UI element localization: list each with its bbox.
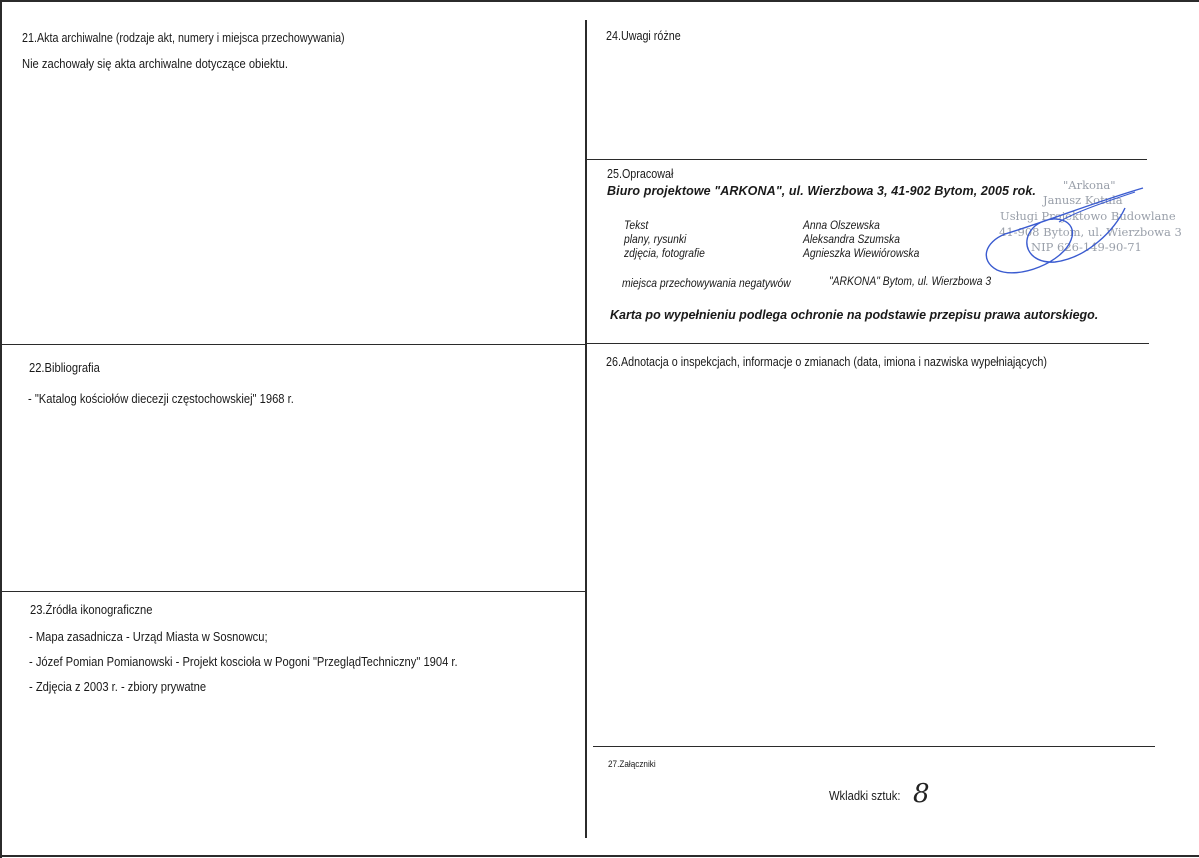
- role-name-drawings: Aleksandra Szumska: [803, 232, 900, 246]
- top-border: [0, 0, 1199, 2]
- inserts-count: 8: [913, 779, 930, 809]
- section-22-title: 22.Bibliografia: [29, 360, 100, 375]
- copyright-notice: Karta po wypełnieniu podlega ochronie na podstawie przepisu prawa autorskiego.: [610, 308, 1099, 322]
- role-name-photos: Agnieszka Wiewiórowska: [803, 246, 920, 260]
- vertical-divider: [585, 20, 587, 838]
- iconographic-item: - Zdjęcia z 2003 r. - zbiory prywatne: [29, 679, 207, 694]
- section-21-body: Nie zachowały się akta archiwalne dotyczące obiektu.: [22, 56, 288, 71]
- divider-left-21-22: [0, 344, 587, 345]
- divider-right-25-26: [587, 343, 1149, 344]
- signature-scribble: [975, 178, 1155, 292]
- section-24-title: 24.Uwagi różne: [606, 29, 681, 43]
- stamp-line: "Arkona": [1063, 178, 1116, 192]
- iconographic-item: - Mapa zasadnicza - Urząd Miasta w Sosnowcu;: [29, 629, 268, 644]
- bibliography-item: - "Katalog kościołów diecezji częstochowskiej" 1968 r.: [28, 391, 294, 406]
- section-25-office: Biuro projektowe "ARKONA", ul. Wierzbowa 3, 41-902 Bytom, 2005 rok.: [607, 184, 1036, 198]
- divider-22-23: [0, 591, 587, 592]
- section-26-title: 26.Adnotacja o inspekcjach, informacje o zmianach (data, imiona i nazwiska wypełniających): [606, 355, 1047, 369]
- stamp-line: 41-908 Bytom, ul. Wierzbowa 3: [999, 225, 1182, 239]
- bottom-border: [0, 855, 1199, 857]
- stamp-line: Janusz Kotula: [1043, 193, 1123, 207]
- negatives-value: "ARKONA" Bytom, ul. Wierzbowa 3: [829, 274, 992, 288]
- divider-26-27: [593, 746, 1155, 747]
- role-label-photos: zdjęcia, fotografie: [624, 246, 705, 260]
- stamp-line: NIP 626-149-90-71: [1031, 240, 1142, 254]
- role-label-drawings: plany, rysunki: [624, 232, 687, 246]
- iconographic-item: - Józef Pomian Pomianowski - Projekt koscioła w Pogoni "PrzeglądTechniczny" 1904 r.: [29, 654, 458, 669]
- divider-24-25: [587, 159, 1147, 160]
- role-name-text: Anna Olszewska: [803, 218, 880, 232]
- inserts-label: Wkladki sztuk:: [829, 788, 901, 803]
- role-label-text: Tekst: [624, 218, 649, 232]
- section-27-title: 27.Załączniki: [608, 759, 656, 770]
- section-21-title: 21.Akta archiwalne (rodzaje akt, numery i miejsca przechowywania): [22, 31, 345, 45]
- section-23-title: 23.Źródła ikonograficzne: [30, 602, 153, 617]
- stamp-line: Usługi Projektowo Budowlane: [1000, 209, 1176, 223]
- left-border: [0, 0, 2, 858]
- negatives-label: miejsca przechowywania negatywów: [622, 276, 791, 290]
- section-25-title: 25.Opracował: [607, 167, 674, 181]
